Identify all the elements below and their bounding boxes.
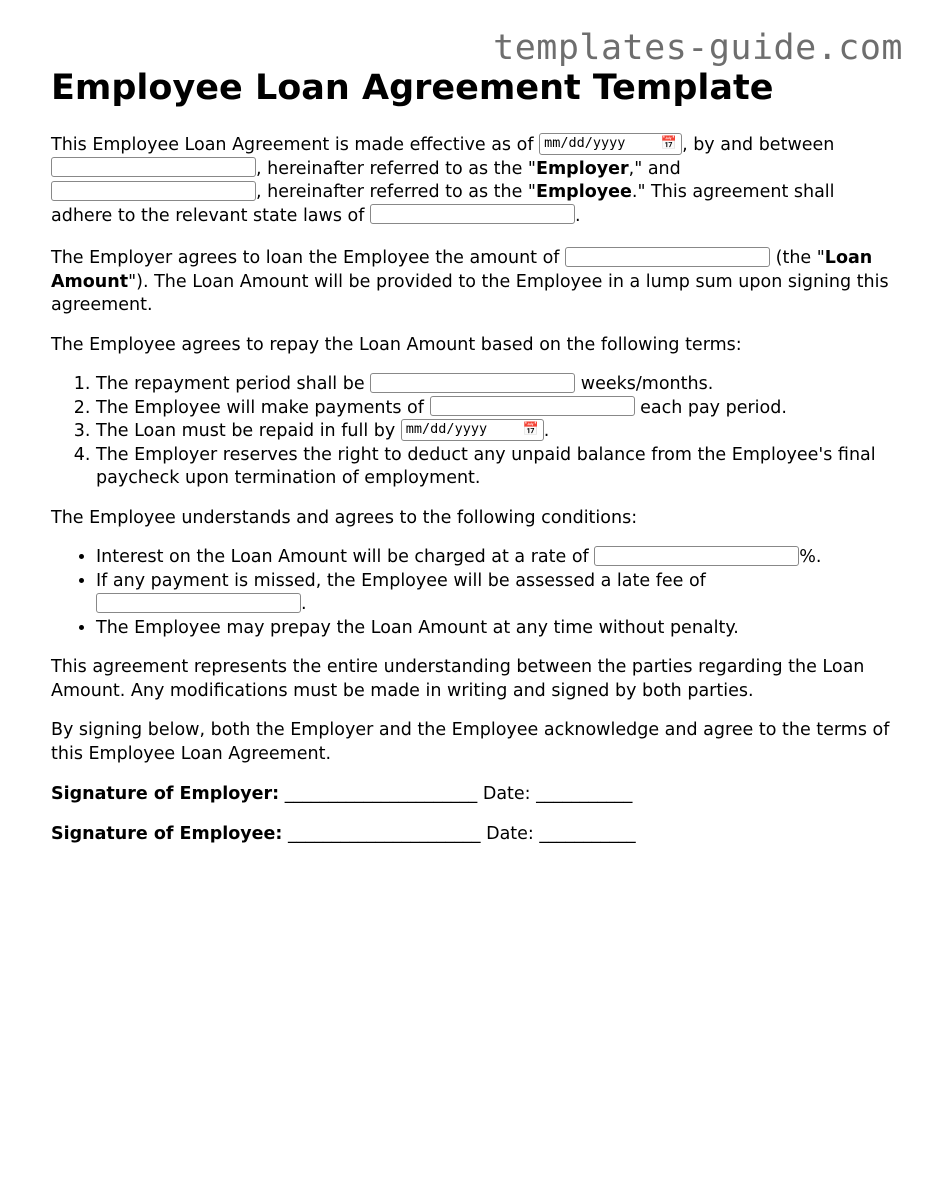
state-field[interactable] (370, 204, 575, 224)
list-item: 1. The repayment period shall be weeks/months. (96, 373, 891, 397)
loan-amount-field[interactable] (565, 247, 770, 267)
calendar-icon: 📅 (522, 421, 539, 437)
watermark: templates-guide.com (493, 28, 903, 68)
list-item: • If any payment is missed, the Employee will be assessed a late fee of . (96, 570, 891, 617)
effective-date-input[interactable]: mm/dd/yyyy 📅 (539, 133, 682, 155)
document-body (51, 60, 891, 846)
list-item: 2. The Employee will make payments of each pay period. (96, 397, 891, 421)
calendar-icon: 📅 (660, 135, 678, 151)
employer-signature-line: Signature of Employer: ______________________ Date: ___________ (51, 784, 633, 804)
list-item: • The Employee may prepay the Loan Amount at any time without penalty. (96, 617, 891, 641)
employee-signature-line: Signature of Employee: ______________________ Date: ___________ (51, 824, 636, 844)
repay-intro: The Employee agrees to repay the Loan Amount based on the following terms: (51, 334, 742, 355)
list-item: 4. The Employer reserves the right to deduct any unpaid balance from the Employee's final paycheck upon termination of employment. (96, 444, 891, 491)
loan-paragraph: The Employer agrees to loan the Employee the amount of (the "Loan Amount"). The Loan Amount will be provided to the Employee in a lump sum upon signing this agreement. (51, 248, 889, 315)
repaid-by-date-input[interactable]: mm/dd/yyyy 📅 (401, 419, 544, 441)
late-fee-field[interactable] (96, 593, 301, 613)
list-item: 3. The Loan must be repaid in full by mm/dd/yyyy 📅 . (96, 420, 891, 444)
employee-name-field[interactable] (51, 181, 256, 201)
intro-paragraph: This Employee Loan Agreement is made effective as of mm/dd/yyyy 📅 , by and between , hereinafter referred to as the "Employer," and , hereinafter referred to as the "Employee." This agreement shall adhere to the relevant state laws of . (51, 134, 891, 228)
list-item: • Interest on the Loan Amount will be charged at a rate of %. (96, 546, 891, 570)
interest-rate-field[interactable] (594, 546, 799, 566)
conditions-intro: The Employee understands and agrees to the following conditions: (51, 507, 638, 528)
payment-amount-field[interactable] (430, 396, 635, 416)
acknowledgement-paragraph: By signing below, both the Employer and the Employee acknowledge and agree to the terms of this Employee Loan Agreement. (51, 720, 890, 764)
repayment-period-field[interactable] (370, 373, 575, 393)
employer-name-field[interactable] (51, 157, 256, 177)
page-title: Employee Loan Agreement Template (51, 68, 774, 108)
terms-list (51, 373, 891, 491)
entire-agreement-paragraph: This agreement represents the entire understanding between the parties regarding the Loan Amount. Any modifications must be made in writing and signed by both parties. (51, 657, 865, 701)
conditions-list (51, 546, 891, 640)
